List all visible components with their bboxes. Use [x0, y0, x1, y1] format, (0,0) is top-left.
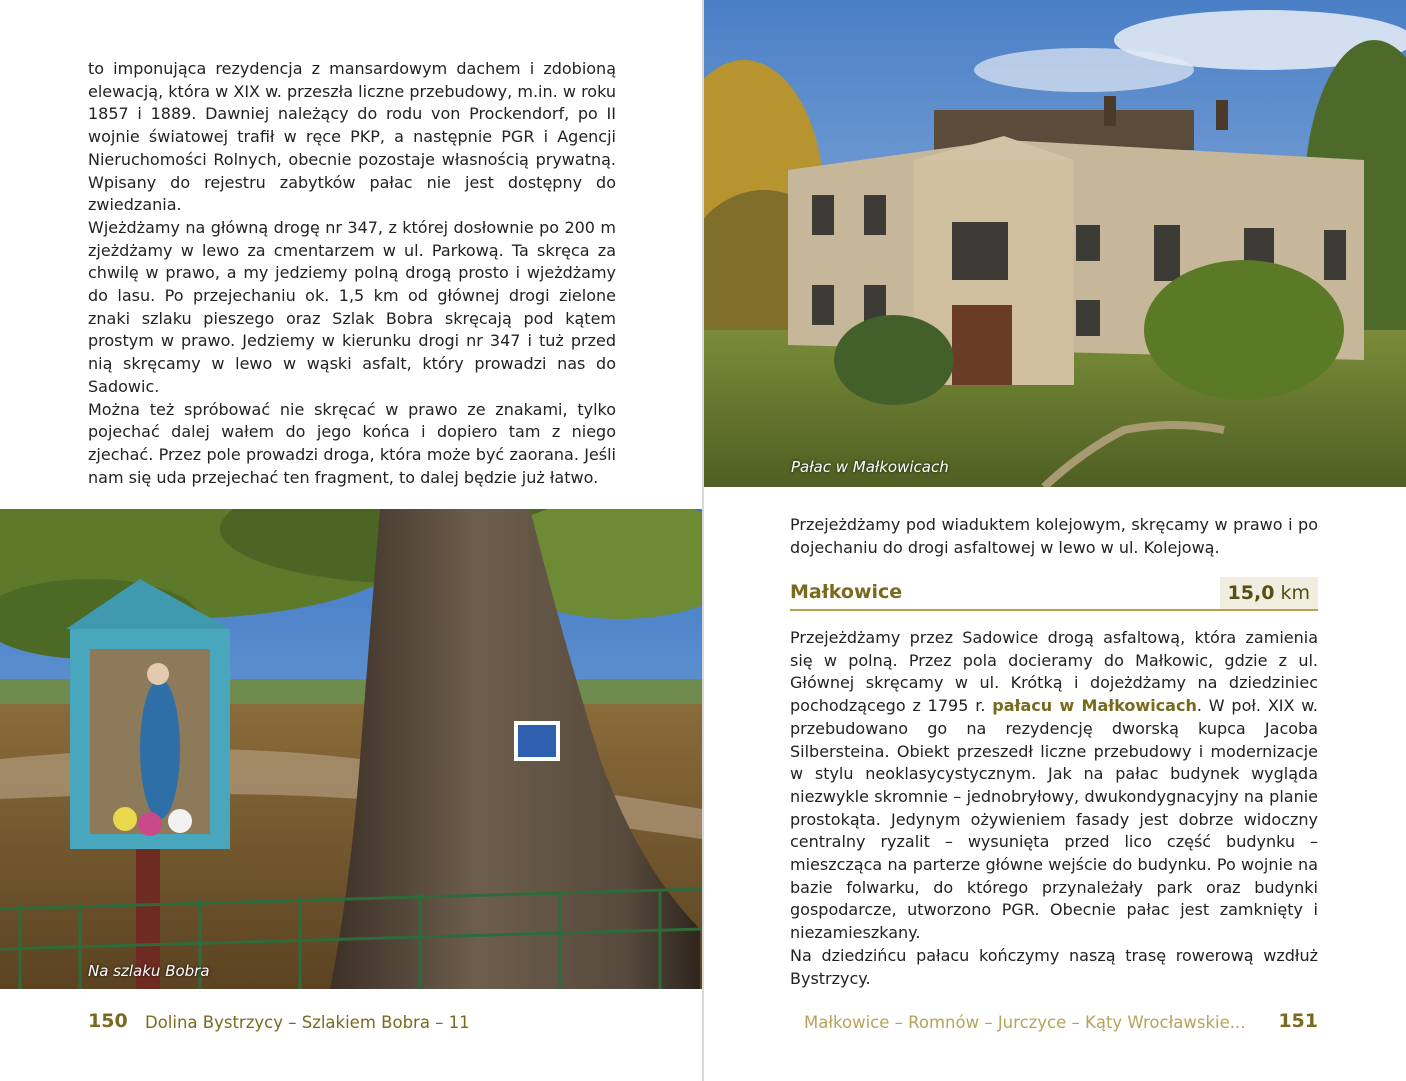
page-number: 150: [88, 1010, 128, 1032]
section-title: Małkowice: [790, 581, 903, 603]
paragraph: [790, 627, 1318, 945]
photo-caption: Pałac w Małkowicach: [791, 458, 949, 476]
distance-value: 15,0: [1227, 582, 1275, 604]
distance-unit: km: [1280, 582, 1310, 604]
distance-badge: [1220, 577, 1318, 609]
paragraph: Przejeżdżamy pod wiaduktem kolejowym, skręcamy w prawo i po dojechaniu do drogi asfaltowej w lewo w ul. Kolejową.: [790, 515, 1318, 557]
right-footer: [790, 1010, 1318, 1038]
paragraph: Można też spróbować nie skręcać w prawo ze znakami, tylko pojechać dalej wałem do jego końca i dopiero tam z niego zjechać. Przez pole prowadzi droga, która może być zaorana. Jeśli nam się uda przejechać ten fragment, to dalej będzie już łatwo.: [88, 399, 616, 487]
shrine-photo: [0, 509, 702, 989]
palace-photo-image: [704, 0, 1406, 487]
right-page-intro: [790, 514, 1318, 559]
palace-photo: [704, 0, 1406, 487]
section-header: [790, 577, 1318, 611]
highlighted-term: pałacu w Małkowicach: [992, 696, 1197, 716]
left-page-text: [88, 58, 616, 489]
body-text: . W poł. XIX w. przebudowano go na rezydencję dworską kupca Jacoba Silbersteina. Obiekt przeszedł liczne przebudowy i modernizacje w stylu neoklasycystycznym. Jak na pałac budynek wygląda niezwykle skromnie – jednobryłowy, dwukondygnacyjny na planie prostokąta. Jedynym ożywieniem fasady jest dobrze widoczny centralny ryzalit – wysunięta przed lico część budynku – mieszcząca na parterze główne wejście do budynku. Po wojnie na bazie folwarku, do którego przynależały park oraz budynki gospodarcze, utworzono PGR. Obecnie pałac jest zamknięty i niezamieszkany.: [790, 696, 1319, 943]
body-text: Przejeżdżamy przez Sadowice drogą asfaltową, która zamienia się w polną. Przez pola docieramy do Małkowic, gdzie z ul. Głównej skręcamy w ul. Krótką i dojeżdżamy na dziedziniec pochodzącego z 1795 r.: [790, 628, 1318, 716]
photo-caption: Na szlaku Bobra: [88, 962, 210, 980]
shrine-photo-image: [0, 509, 702, 989]
running-title: Dolina Bystrzycy – Szlakiem Bobra – 11: [145, 1013, 470, 1032]
paragraph: to imponująca rezydencja z mansardowym dachem i zdobioną elewacją, która w XIX w. przeszła liczne przebudowy, m.in. w roku 1857 i 1889. Dawniej należący do rodu von Prockendorf, po II wojnie światowej trafił w ręce PKP, a następnie PGR i Agencji Nieruchomości Rolnych, obecnie pozostaje własnością prywatną. Wpisany do rejestru zabytków pałac nie jest dostępny do zwiedzania.: [88, 59, 616, 215]
running-title: Małkowice – Romnów – Jurczyce – Kąty Wrocławskie...: [804, 1013, 1246, 1032]
right-page-body: [790, 627, 1318, 990]
page-number: 151: [1278, 1010, 1318, 1032]
paragraph: Na dziedzińcu pałacu kończymy naszą trasę rowerową wzdłuż Bystrzycy.: [790, 945, 1318, 988]
paragraph: Wjeżdżamy na główną drogę nr 347, z której dosłownie po 200 m zjeżdżamy w lewo za cmentarzem w ul. Parkową. Ta skręca za chwilę w prawo, a my jedziemy polną drogą prosto i wjeżdżamy do lasu. Po przejechaniu ok. 1,5 km od głównej drogi zielone znaki szlaku pieszego oraz Szlak Bobra skręcają pod kątem prostym w prawo. Jedziemy w kierunku drogi nr 347 i tuż przed nią skręcamy w lewo w wąski asfalt, który prowadzi nas do Sadowic.: [88, 217, 616, 396]
